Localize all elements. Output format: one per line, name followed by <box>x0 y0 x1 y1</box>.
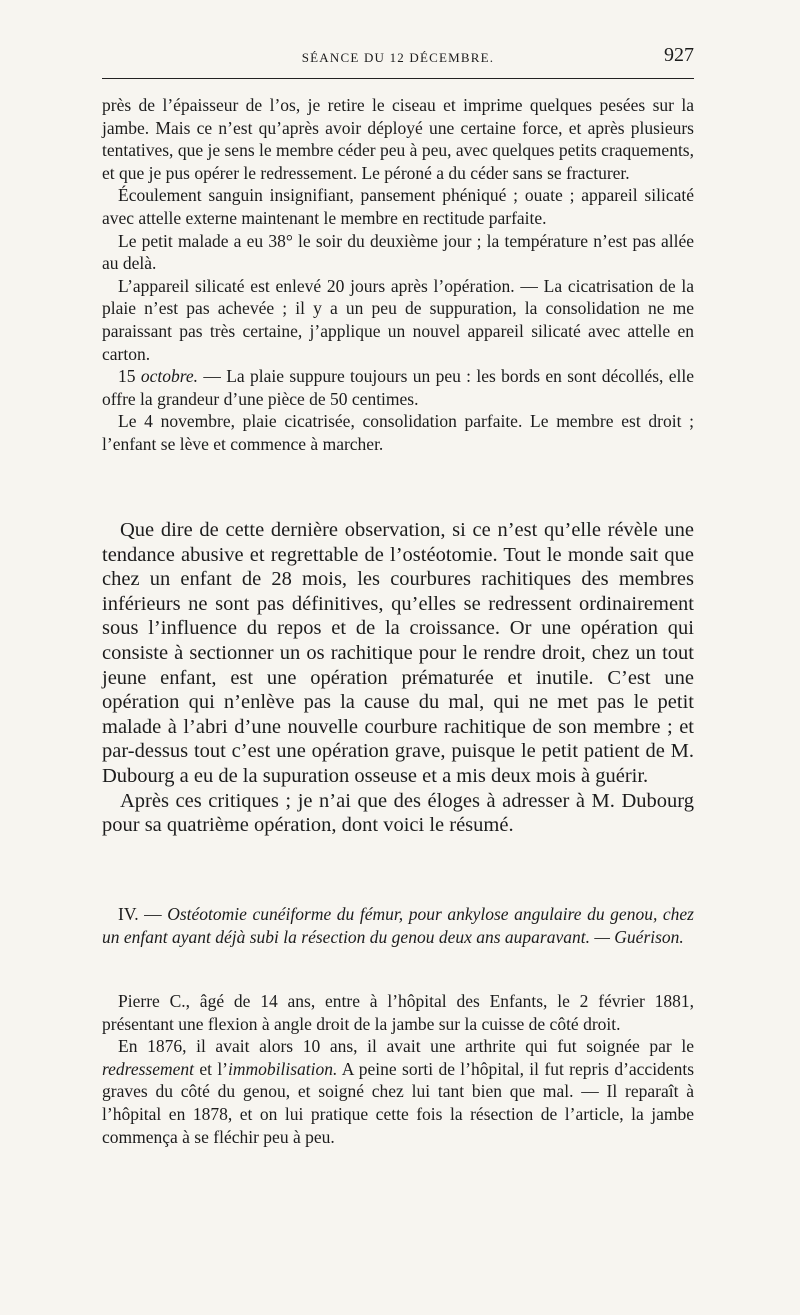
page-header <box>102 44 694 74</box>
paragraph: Que dire de cette dernière observation, si ce n’est qu’elle révèle une tendance abusive et regrettable de l’ostéotomie. Tout le monde sait que chez un enfant de 28 mois, les courbures rachitiques des membres inférieurs ne sont pas définitives, qu’elles se redressent ordinairement sous l’influence du repos et de la croissance. Or une opération qui consiste à sectionner un os rachitique pour le rendre droit, chez un tout jeune enfant, est une opération prématurée et inutile. C’est une opération qui n’enlève pas la cause du mal, qui ne met pas le petit malade à l’abri d’une nouvelle courbure rachitique de son membre ; et par-dessus tout c’est une opération grave, puisque le petit patient de M. Dubourg a eu de la supuration osseuse et a mis deux mois à guérir. <box>102 519 694 787</box>
observation-3-continuation <box>102 94 694 456</box>
page-number: 927 <box>664 44 694 66</box>
header-rule <box>102 78 694 79</box>
paragraph: près de l’épaisseur de l’os, je retire le ciseau et imprime quelques pesées sur la jambe. Mais ce n’est qu’après avoir déployé une certaine force, et après plusieurs tentatives, que je sens le membre céder peu à peu, avec quelques petits craquements, et que je pus opérer le redressement. Le péroné a du céder sans se fracturer. <box>102 95 694 183</box>
emphasis: redressement <box>102 1058 195 1079</box>
commentary <box>102 518 694 838</box>
paragraph-text: En 1876, il avait alors 10 ans, il avait une arthrite qui fut soignée par le <box>118 1036 694 1057</box>
emphasis: immobilisation. <box>228 1058 338 1079</box>
paragraph-text: — La plaie suppure toujours un peu : les bords en sont décollés, elle offre la grandeur d’une pièce de 50 centimes. <box>102 366 695 409</box>
paragraph: Pierre C., âgé de 14 ans, entre à l’hôpital des Enfants, le 2 février 1881, présentant une flexion à angle droit de la jambe sur la cuisse de côté droit. <box>102 991 694 1034</box>
paragraph: Le petit malade a eu 38° le soir du deuxième jour ; la température n’est pas allée au delà. <box>102 230 694 274</box>
paragraph <box>102 365 694 410</box>
section-numeral: IV. — <box>118 904 168 924</box>
section-heading <box>102 903 694 948</box>
date-month: octobre. <box>140 366 199 387</box>
observation-4 <box>102 990 694 1148</box>
paragraph-text: et l’ <box>194 1058 229 1079</box>
date-day: 15 <box>118 366 141 387</box>
paragraph: L’appareil silicaté est enlevé 20 jours après l’opération. — La cicatrisation de la plaie n’est pas achevée ; il y a un peu de suppuration, la consolidation ne me paraissant pas très certaine, j’applique un nouvel appareil silicaté avec attelle en carton. <box>102 275 694 364</box>
paragraph <box>102 1035 694 1148</box>
paragraph: Le 4 novembre, plaie cicatrisée, consolidation parfaite. Le membre est droit ; l’enfant se lève et commence à marcher. <box>102 411 694 454</box>
paragraph: Après ces critiques ; je n’ai que des éloges à adresser à M. Dubourg pour sa quatrième opération, dont voici le résumé. <box>102 789 694 837</box>
paragraph-text: A peine sorti de l’hôpital, il fut repris d’accidents graves du côté du genou, et soigné chez lui tant bien que mal. — Il reparaît à l’hôpital en 1878, et on lui pratique cette fois la résection de l’article, la jambe commença à se fléchir peu à peu. <box>102 1058 695 1147</box>
paragraph: Écoulement sanguin insignifiant, pansement phéniqué ; ouate ; appareil silicaté avec attelle externe maintenant le membre en rectitude parfaite. <box>102 185 694 228</box>
running-title: SÉANCE DU 12 DÉCEMBRE. <box>301 50 495 65</box>
section-title: Ostéotomie cunéiforme du fémur, pour ankylose angulaire du genou, chez un enfant ayant déjà subi la résection du genou deux ans auparavant. — Guérison. <box>102 904 694 947</box>
